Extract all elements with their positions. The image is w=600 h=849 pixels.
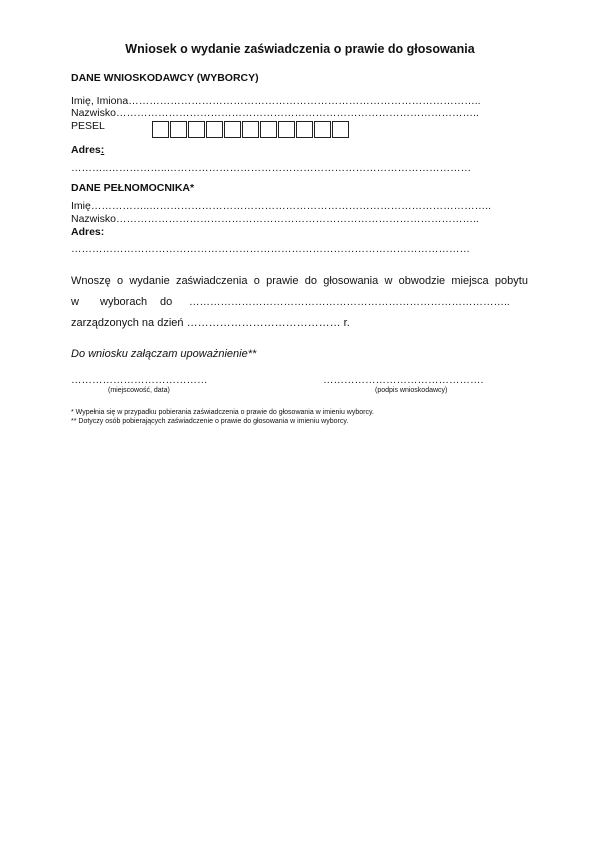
- pesel-digit-box[interactable]: [260, 121, 277, 138]
- pesel-digit-box[interactable]: [278, 121, 295, 138]
- request-word: obwodzie: [398, 275, 446, 287]
- voter-surname-row: [71, 107, 479, 119]
- pesel-digit-box[interactable]: [242, 121, 259, 138]
- election-date-field[interactable]: ……………………………………: [186, 317, 341, 329]
- proxy-address-label: Adres:: [71, 226, 105, 238]
- request-word: Wnoszę: [71, 275, 111, 287]
- request-line-3-text: zarządzonych na dzień: [71, 317, 184, 329]
- pesel-digit-box[interactable]: [314, 121, 331, 138]
- signature-caption: (podpis wnioskodawcy): [375, 387, 448, 394]
- request-line-1: [71, 275, 528, 287]
- footnote-2: ** Dotyczy osób pobierających zaświadczenie o prawie do głosowania w imieniu wyborcy.: [71, 418, 349, 425]
- proxy-surname-field[interactable]: …………………………………………………………………………………………..: [115, 213, 479, 225]
- pesel-digit-box[interactable]: [296, 121, 313, 138]
- proxy-section-heading: DANE PEŁNOMOCNIKA*: [71, 182, 195, 194]
- request-word: o: [253, 275, 260, 287]
- signature-field[interactable]: ……………………………………….: [323, 374, 484, 386]
- pesel-field[interactable]: [152, 121, 350, 138]
- request-word: miejsca: [451, 275, 489, 287]
- pesel-digit-box[interactable]: [332, 121, 349, 138]
- voter-surname-label: Nazwisko: [71, 107, 116, 119]
- request-word: głosowania: [323, 275, 379, 287]
- voter-address-field[interactable]: ………..……………..……………………………………………………………………………: [71, 162, 472, 174]
- request-word: o: [116, 275, 124, 287]
- request-line-3: [71, 317, 350, 329]
- request-line-2-do: do: [160, 296, 173, 308]
- request-line-2-w: w: [71, 296, 79, 308]
- voter-surname-field[interactable]: …………………………………………………………………………………………..: [115, 107, 479, 119]
- proxy-address-field[interactable]: ……………………………………………………………………………………………………: [71, 243, 470, 255]
- voter-section-heading: DANE WNIOSKODAWCY (WYBORCY): [71, 72, 259, 84]
- voter-address-label: Adres: [71, 144, 101, 156]
- request-word: pobytu: [494, 275, 528, 287]
- request-word: prawie: [266, 275, 299, 287]
- proxy-first-name-field[interactable]: ……………..……………………………………………………………………………………..: [90, 200, 492, 212]
- proxy-surname-row: [71, 213, 479, 225]
- voter-first-name-row: [71, 95, 481, 107]
- place-date-field[interactable]: …………………………………: [71, 374, 208, 386]
- pesel-digit-box[interactable]: [170, 121, 187, 138]
- election-name-field[interactable]: ………………………………………………………………………………..: [189, 296, 510, 308]
- pesel-digit-box[interactable]: [188, 121, 205, 138]
- pesel-digit-box[interactable]: [152, 121, 169, 138]
- request-word: zaświadczenia: [175, 275, 248, 287]
- voter-address-colon: :: [100, 144, 105, 156]
- request-line-2-wyborach: wyborach: [100, 296, 148, 308]
- proxy-surname-label: Nazwisko: [71, 213, 116, 225]
- request-word: w: [384, 275, 393, 287]
- request-word: wydanie: [129, 275, 170, 287]
- voter-address-label-row: [71, 144, 104, 156]
- attachment-note: Do wniosku załączam upoważnienie**: [71, 348, 257, 360]
- request-line-3-suffix: r.: [343, 317, 350, 329]
- proxy-first-name-label: Imię: [71, 200, 91, 212]
- voter-first-name-label: Imię, Imiona: [71, 95, 129, 107]
- pesel-digit-box[interactable]: [224, 121, 241, 138]
- voter-pesel-label: PESEL: [71, 120, 105, 132]
- footnote-1: * Wypełnia się w przypadku pobierania zaświadczenia o prawie do głosowania w imieniu wyborcy.: [71, 409, 374, 416]
- place-date-caption: (miejscowość, data): [108, 387, 170, 394]
- proxy-first-name-row: [71, 200, 491, 212]
- request-word: do: [304, 275, 317, 287]
- pesel-digit-box[interactable]: [206, 121, 223, 138]
- document-title: Wniosek o wydanie zaświadczenia o prawie do głosowania: [125, 42, 475, 56]
- voter-first-name-field[interactable]: ………………………………………………………………………………………..: [128, 95, 481, 107]
